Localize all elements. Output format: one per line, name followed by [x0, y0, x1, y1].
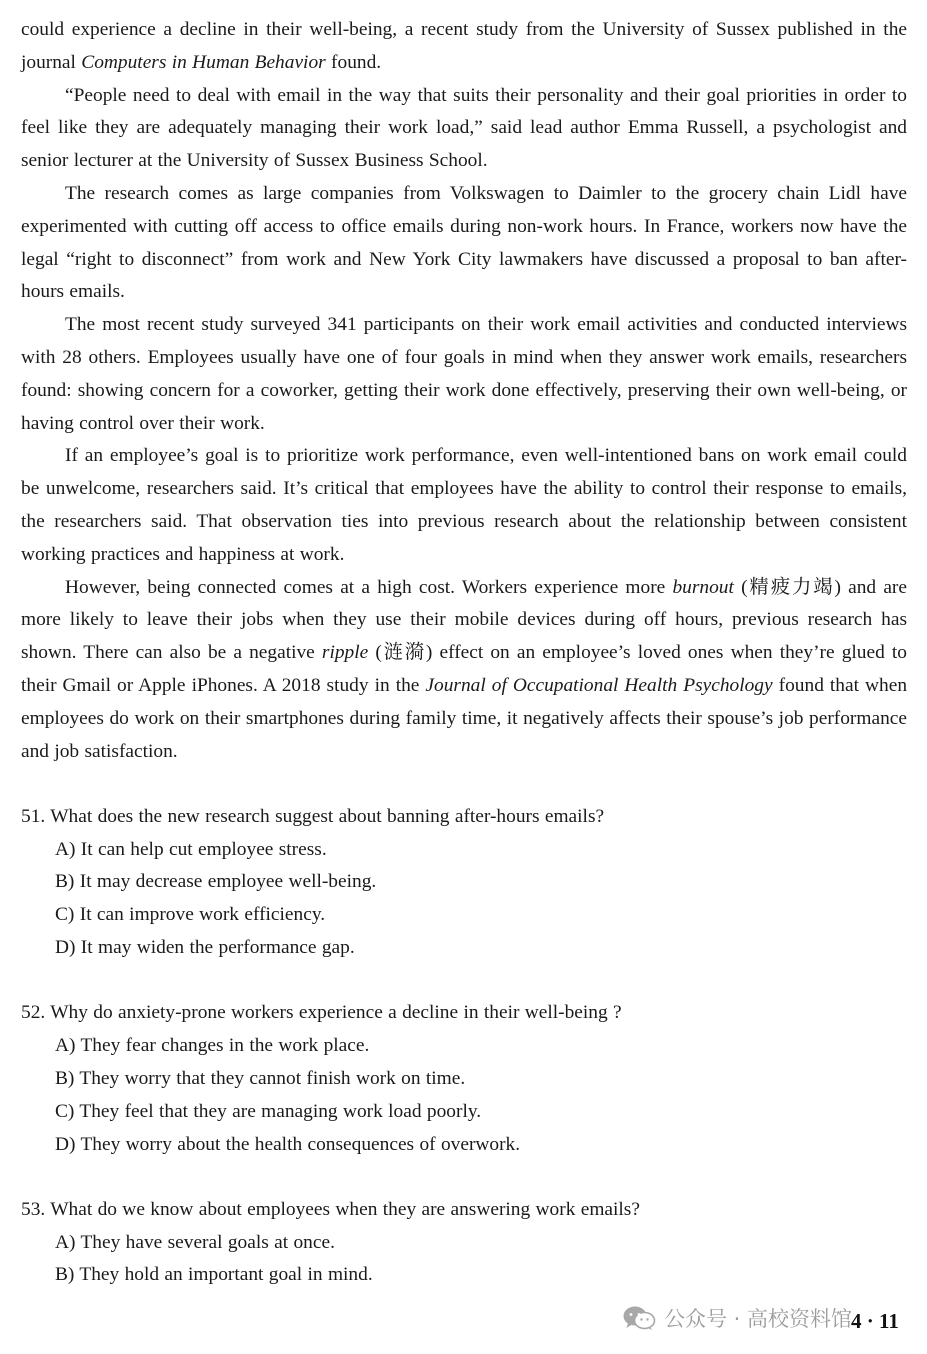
paragraph-text: could experience a decline in their well-being, a recent study from the University of Sussex published in the journal: [21, 19, 907, 73]
page-number: 4 · 11: [851, 1309, 899, 1333]
paragraph-text: found that when employees do work on their smartphones during family time, it negatively affects their spouse’s job performance and job satisfaction.: [21, 674, 908, 762]
question-stem: 52. Why do anxiety-prone workers experience a decline in their well-being ?: [21, 1002, 622, 1024]
paragraph-text: found.: [325, 51, 382, 73]
watermark-text: 公众号 · 高校资料馆: [664, 1307, 853, 1331]
journal-title: Computers in Human Behavior: [81, 51, 326, 73]
passage-paragraph-3: The research comes as large companies from Volkswagen to Daimler to the grocery chain Lidl have experimented with cutting off access to office emails during non-work hours. In France, workers now have the legal “right to disconnect” from work and New York City lawmakers have discussed a proposal to ban after-hours emails.: [21, 182, 907, 303]
answer-option-a[interactable]: A) They have several goals at once.: [55, 1231, 335, 1253]
paragraph-text: (精疲力竭) and are more likely to leave their jobs when they use their mobile devices during off hours, previous research has shown. There can also be a negative: [21, 576, 907, 664]
wechat-icon: [622, 1305, 656, 1331]
passage-paragraph-2: “People need to deal with email in the way that suits their personality and their goal priorities in order to feel like they are adequately managing their work load,” said lead author Emma Russell, a psychologist and senior lecturer at the University of Sussex Business School.: [21, 84, 907, 172]
answer-option-d[interactable]: D) They worry about the health consequences of overwork.: [55, 1133, 521, 1155]
answer-option-a[interactable]: A) They fear changes in the work place.: [55, 1035, 370, 1057]
passage-paragraph-5: If an employee’s goal is to prioritize work performance, even well-intentioned bans on work email could be unwelcome, researchers said. It’s critical that employees have the ability to control their response to emails, the researchers said. That observation ties into previous research about the relationship between consistent working practices and happiness at work.: [21, 445, 907, 565]
answer-option-c[interactable]: C) It can improve work efficiency.: [55, 904, 326, 926]
paragraph-text: (涟漪) effect on an employee’s loved ones when they’re glued to their Gmail or Apple iPhones. A 2018 study in the: [21, 642, 907, 696]
question-52: [21, 997, 907, 1161]
passage-paragraph-4: The most recent study surveyed 341 participants on their work email activities and conducted interviews with 28 others. Employees usually have one of four goals in mind when they answer work emails, researchers found: showing concern for a coworker, getting their work done effectively, preserving their own well-being, or having control over their work.: [21, 314, 907, 434]
journal-title: Journal of Occupational Health Psychology: [425, 674, 773, 696]
answer-option-a[interactable]: A) It can help cut employee stress.: [55, 838, 327, 860]
passage-paragraph-1: [21, 14, 907, 80]
answer-option-b[interactable]: B) It may decrease employee well-being.: [55, 871, 377, 893]
paragraph-text: However, being connected comes at a high cost. Workers experience more: [65, 576, 673, 598]
answer-option-b[interactable]: B) They worry that they cannot finish work on time.: [55, 1067, 466, 1089]
answer-option-b[interactable]: B) They hold an important goal in mind.: [55, 1264, 373, 1286]
question-51: [21, 801, 907, 965]
glossed-term: ripple: [321, 642, 369, 664]
reading-passage: [21, 14, 907, 768]
passage-paragraph-6: [21, 572, 907, 769]
question-stem: 51. What does the new research suggest about banning after-hours emails?: [21, 805, 605, 827]
glossed-term: burnout: [672, 576, 734, 598]
answer-option-d[interactable]: D) It may widen the performance gap.: [55, 937, 355, 959]
exam-page: [21, 14, 907, 1292]
question-stem: 53. What do we know about employees when they are answering work emails?: [21, 1198, 640, 1220]
question-53: [21, 1194, 907, 1292]
watermark: [622, 1301, 852, 1335]
answer-option-c[interactable]: C) They feel that they are managing work load poorly.: [55, 1100, 482, 1122]
